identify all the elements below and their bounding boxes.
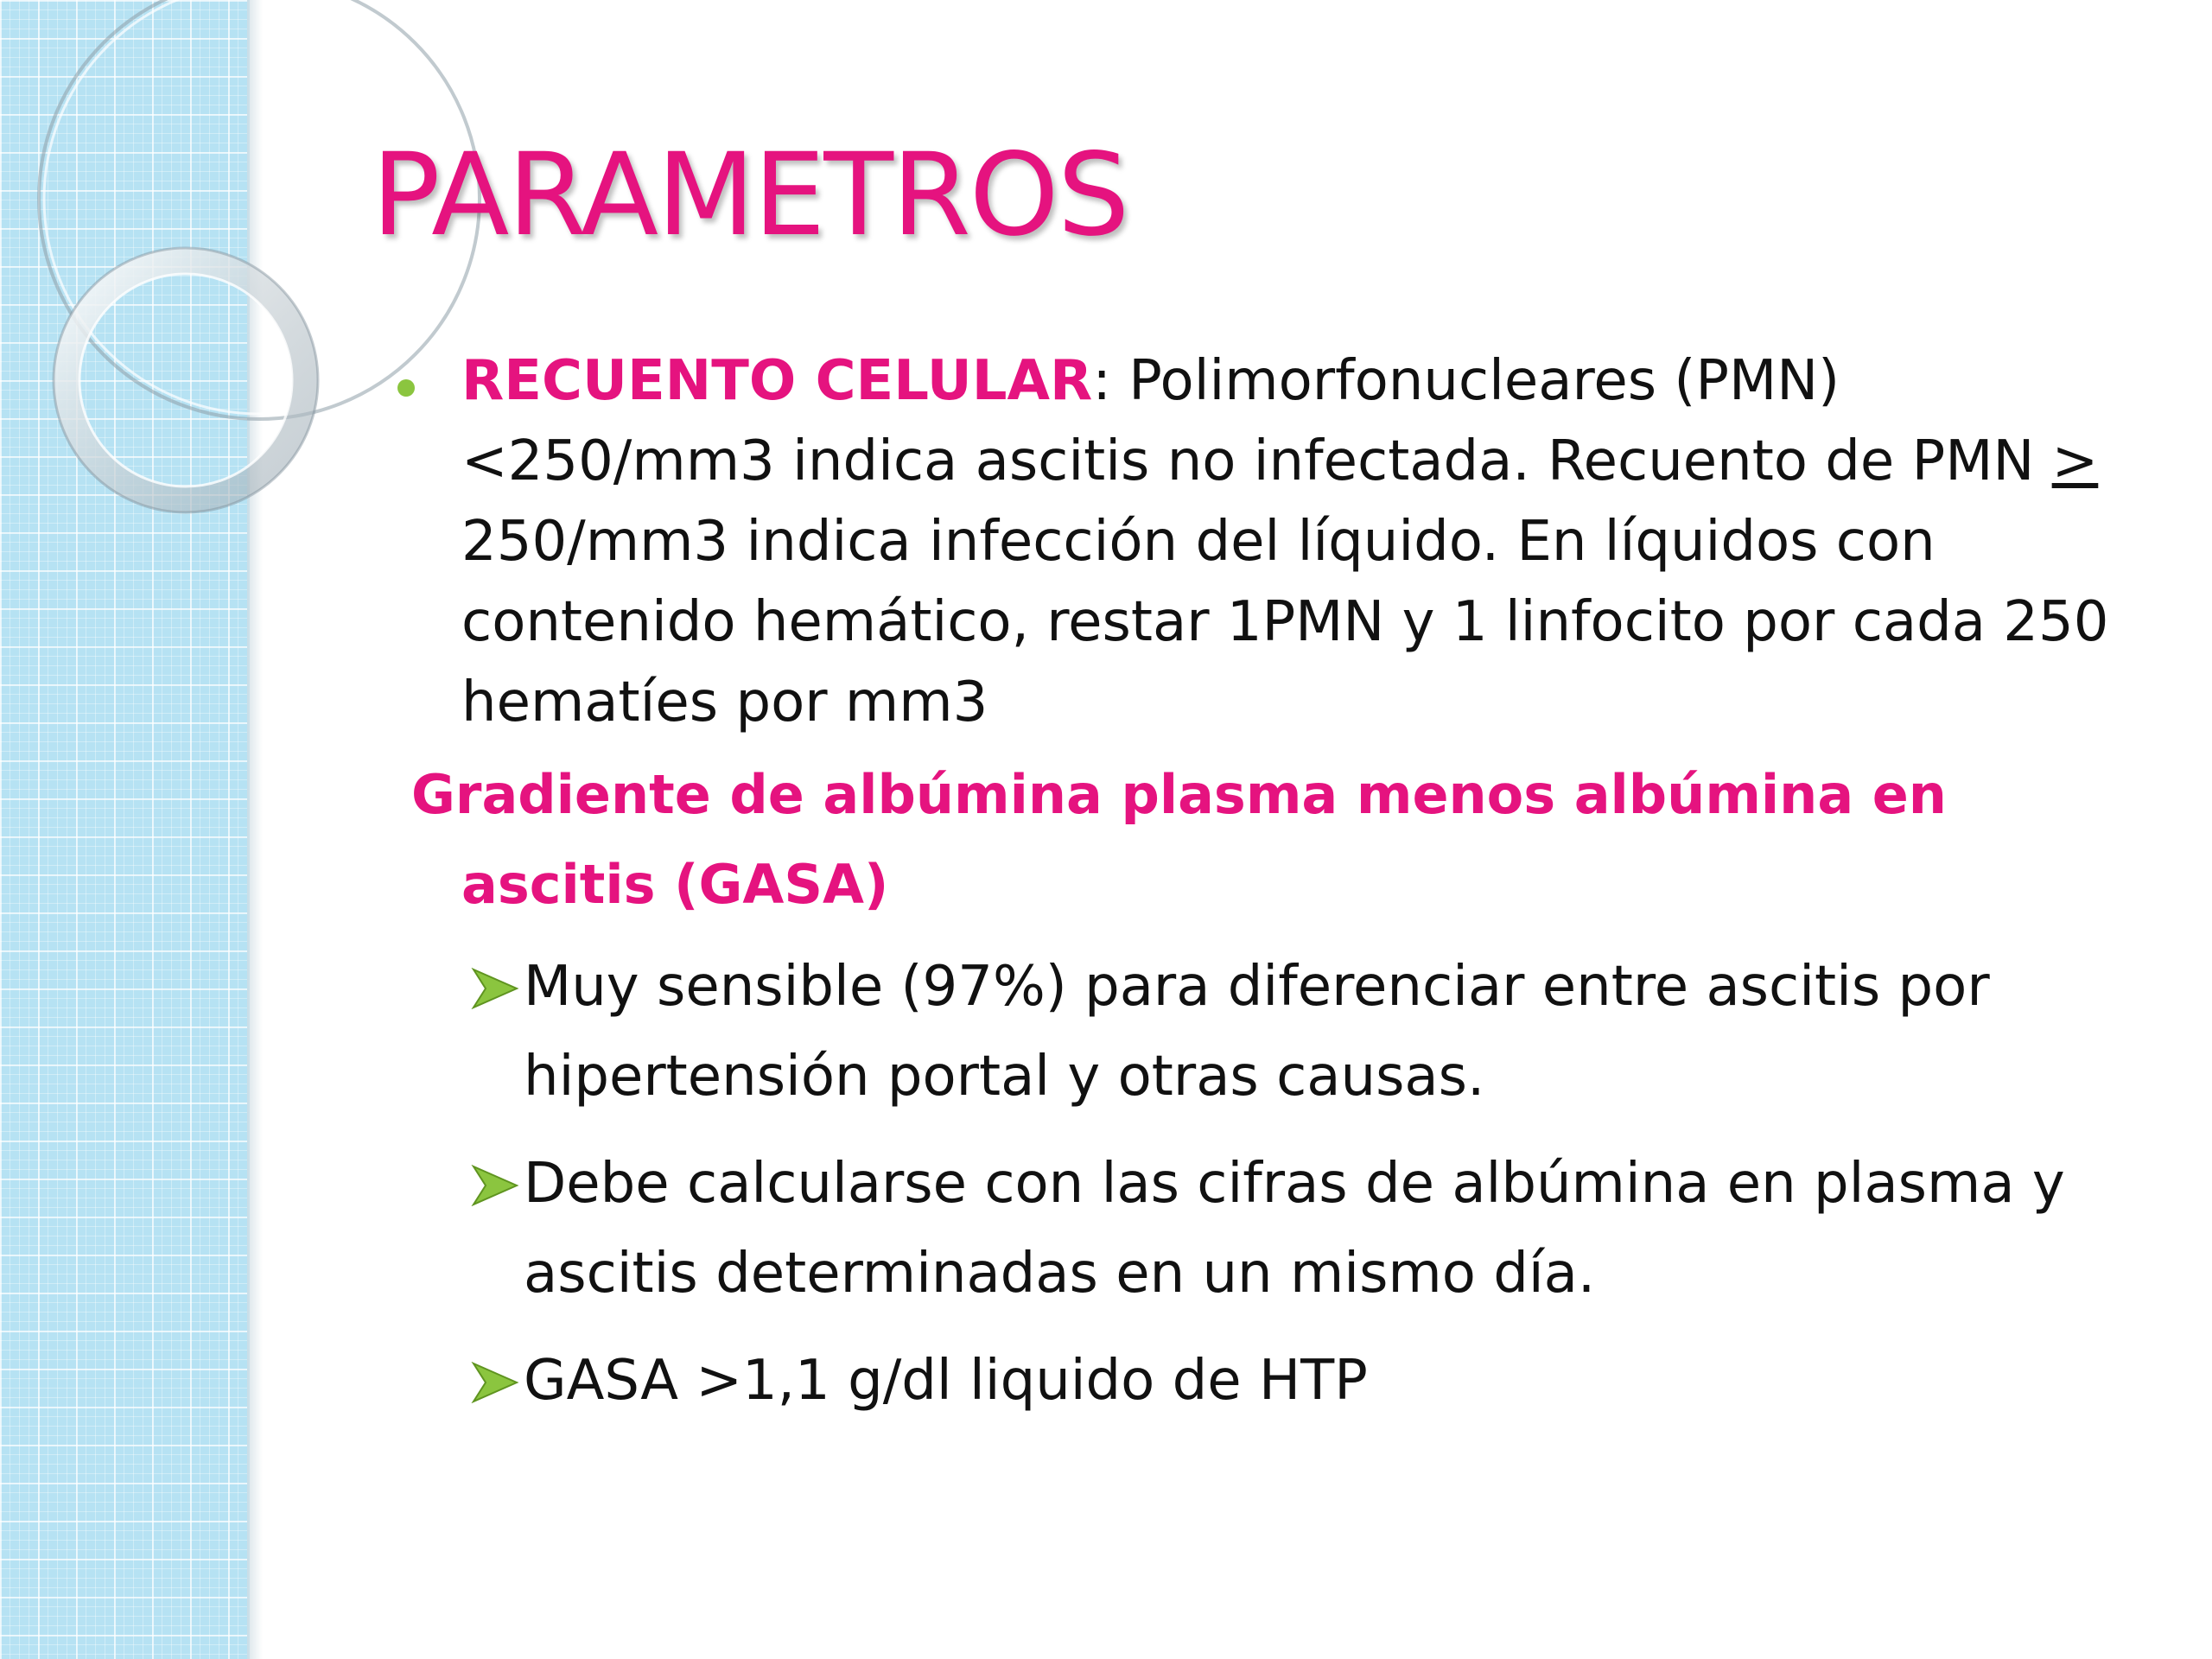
- bullet-recuento-celular: [380, 341, 2152, 743]
- list-item: [470, 1139, 2152, 1319]
- green-dot-icon: [397, 379, 415, 397]
- thick-ring: [67, 261, 305, 499]
- slide-content: [380, 341, 2152, 1443]
- bullet-text-part1: Polimorfonucleares (PMN) <250/mm3 indica ascitis no infectada. Recuento de PMN: [461, 349, 2052, 493]
- green-arrow-icon: [470, 1362, 520, 1403]
- sub-item-text: Debe calcularse con las cifras de albúmina en plasma y ascitis determinadas en un mismo día.: [524, 1152, 2065, 1306]
- list-item: [470, 1336, 2152, 1426]
- sub-item-text: GASA >1,1 g/dl liquido de HTP: [524, 1349, 1368, 1413]
- slide-title: PARAMETROS: [372, 129, 1128, 262]
- list-item: [470, 942, 2152, 1122]
- green-arrow-icon: [470, 1165, 520, 1206]
- sub-item-text: Muy sensible (97%) para diferenciar entre ascitis por hipertensión portal y otras causas.: [524, 955, 1990, 1109]
- bullet-label: RECUENTO CELULAR: [461, 349, 1093, 413]
- bullet-text-part2: 250/mm3 indica infección del líquido. En líquidos con contenido hemático, restar 1PMN y 1 linfocito por cada 250 hematíes por mm3: [461, 510, 2109, 734]
- bullet-separator: :: [1092, 349, 1111, 413]
- gasa-sub-list: [470, 942, 2152, 1426]
- gasa-heading: Gradiente de albúmina plasma menos albúmina en ascitis (GASA): [411, 763, 1947, 916]
- green-arrow-icon: [470, 968, 520, 1009]
- greater-equal-symbol: >: [2051, 429, 2099, 493]
